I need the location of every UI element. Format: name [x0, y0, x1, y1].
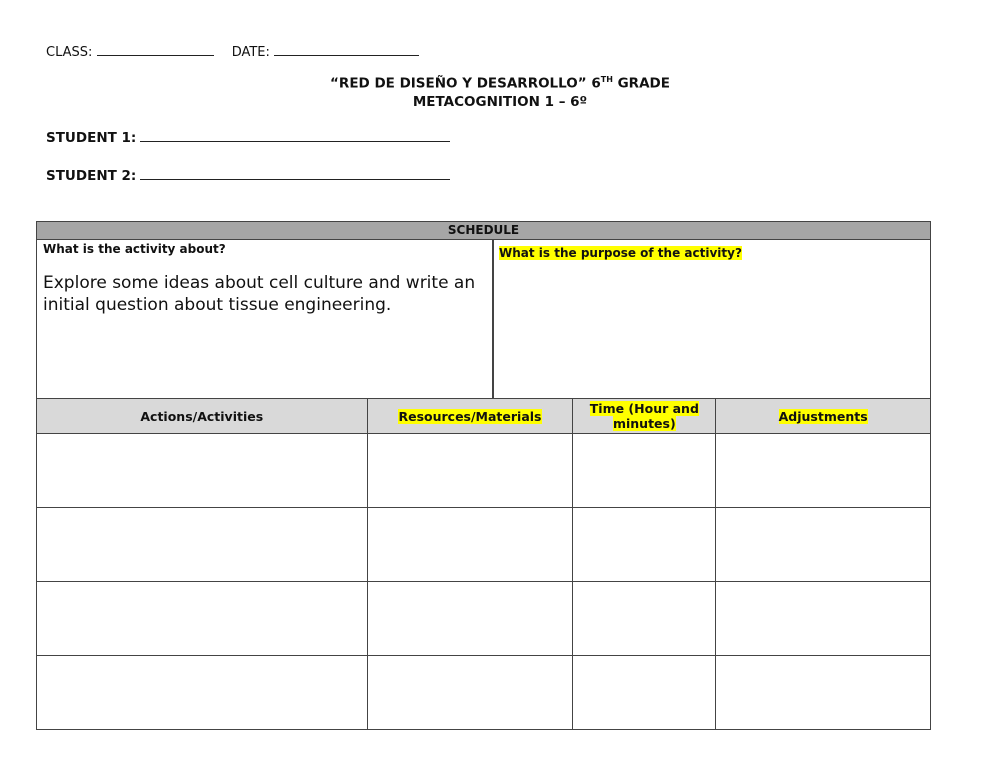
col-time-header: Time (Hour and minutes): [573, 399, 716, 434]
actions-table: [36, 398, 931, 730]
table-cell[interactable]: [367, 508, 573, 582]
table-cell[interactable]: [37, 434, 368, 508]
table-cell[interactable]: [37, 508, 368, 582]
date-label: DATE:: [231, 45, 270, 60]
table-cell[interactable]: [573, 508, 716, 582]
table-cell[interactable]: [716, 656, 931, 730]
table-cell[interactable]: [367, 434, 573, 508]
col-resources-header: Resources/Materials: [367, 399, 573, 434]
table-cell[interactable]: [367, 582, 573, 656]
table-row: [37, 434, 931, 508]
student-2-label: STUDENT 2:: [46, 168, 137, 184]
activity-about-box: [36, 239, 494, 399]
document-title: [0, 75, 1000, 92]
student-1-label: STUDENT 1:: [46, 130, 137, 146]
table-cell[interactable]: [716, 434, 931, 508]
student-2-field[interactable]: [140, 179, 450, 180]
class-label: CLASS:: [46, 45, 93, 60]
table-cell[interactable]: [573, 656, 716, 730]
student-1-field[interactable]: [140, 141, 450, 142]
student-1-row: [46, 130, 450, 146]
col-actions-header: Actions/Activities: [37, 399, 368, 434]
document-subtitle: METACOGNITION 1 – 6º: [412, 94, 588, 110]
table-header-row: [37, 399, 931, 434]
table-cell[interactable]: [37, 656, 368, 730]
title-superscript: TH: [600, 75, 613, 84]
table-row: [37, 656, 931, 730]
date-field[interactable]: [274, 55, 419, 56]
col-adjustments-header: Adjustments: [716, 399, 931, 434]
table-cell[interactable]: [716, 508, 931, 582]
schedule-header: SCHEDULE: [36, 221, 931, 240]
purpose-question: What is the purpose of the activity?: [499, 246, 742, 260]
title-end: GRADE: [612, 75, 670, 92]
table-row: [37, 508, 931, 582]
table-cell[interactable]: [37, 582, 368, 656]
table-cell[interactable]: [573, 582, 716, 656]
activity-question: What is the activity about?: [43, 242, 226, 256]
table-cell[interactable]: [367, 656, 573, 730]
student-2-row: [46, 168, 450, 184]
activity-purpose-box[interactable]: [492, 239, 931, 399]
class-date-line: [46, 45, 419, 60]
class-field[interactable]: [97, 55, 214, 56]
table-cell[interactable]: [716, 582, 931, 656]
activity-answer[interactable]: Explore some ideas about cell culture and write an initial question about tissue engineering.: [43, 273, 476, 315]
table-row: [37, 582, 931, 656]
table-cell[interactable]: [573, 434, 716, 508]
title-main: “RED DE DISEÑO Y DESARROLLO” 6: [330, 75, 601, 92]
